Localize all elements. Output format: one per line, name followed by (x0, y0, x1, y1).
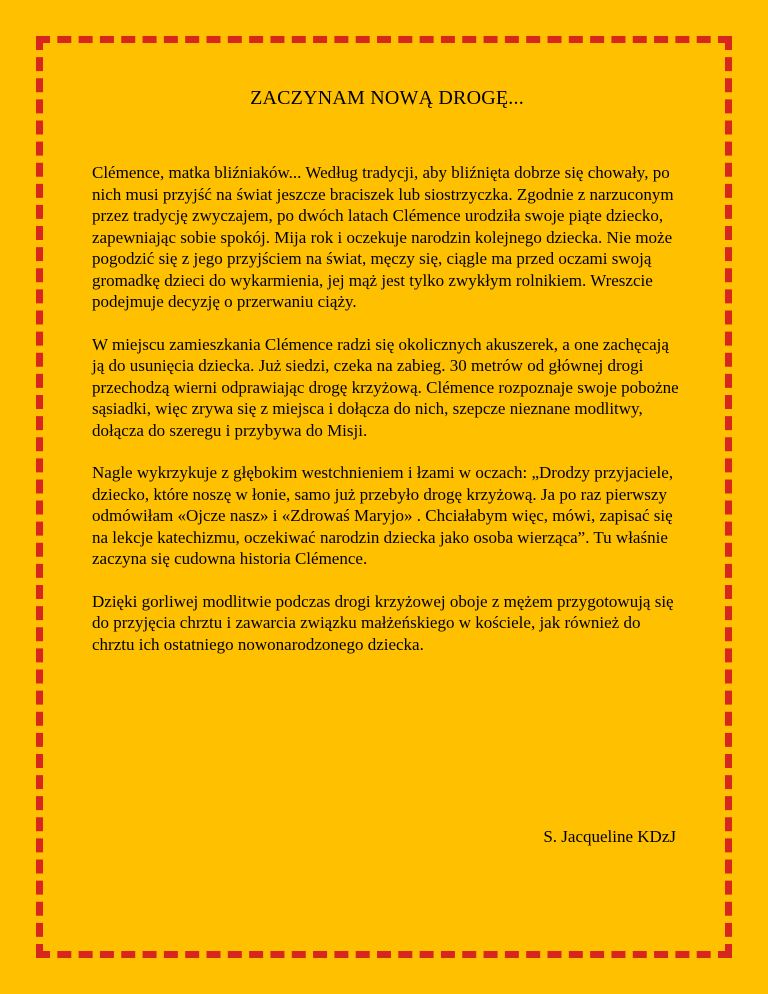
signature: S. Jacqueline KDzJ (543, 827, 676, 846)
paragraph-2: W miejscu zamieszkania Clémence radzi się okolicznych akuszerek, a one zachęcają ją do usunięcia dziecka. Już siedzi, czeka na zabieg. 30 metrów od głównej drogi przechodzą wierni odprawiając drogę krzyżową. Clémence rozpoznaje swoje pobożne sąsiadki, więc zrywa się z miejsca i dołącza do nich, szepcze nieznane modlitwy, dołącza do szeregu i przybywa do Misji. (92, 334, 679, 440)
paragraph-3: Nagle wykrzykuje z głębokim westchnieniem i łzami w oczach: „Drodzy przyjaciele, dziecko, które noszę w łonie, samo już przebyło drogę krzyżową. Ja po raz pierwszy odmówiłam «Ojcze nasz» i «Zdrowaś Maryjo» . Chciałabym więc, mówi, zapisać się na lekcje katechizmu, oczekiwać narodzin dziecka jako osoba wierząca”. Tu właśnie zaczyna się cudowna historia Clémence. (92, 463, 674, 568)
paragraph-4: Dzięki gorliwej modlitwie podczas drogi krzyżowej oboje z mężem przygotowują się do przyjęcia chrztu i zawarcia związku małżeńskiego w kościele, jak również do chrztu ich ostatniego nowonarodzonego dziecka. (92, 591, 674, 654)
paragraph-1: Clémence, matka bliźniaków... Według tradycji, aby bliźnięta dobrze się chowały, po nich musi przyjść na świat jeszcze braciszek lub siostrzyczka. Zgodnie z narzuconym przez tradycję zwyczajem, po dwóch latach Clémence urodziła swoje piąte dziecko, zapewniając sobie spokój. Mija rok i oczekuje narodzin kolejnego dziecka. Nie może pogodzić się z jego przyjściem na świat, męczy się, ciągle ma przed oczami swoją gromadkę dzieci do wykarmienia, jej mąż jest tylko zwykłym rolnikiem. Wreszcie podejmuje decyzję o przerwaniu ciąży. (92, 163, 674, 311)
document-body (92, 84, 682, 676)
page-title: ZACZYNAM NOWĄ DROGĘ... (250, 87, 524, 109)
